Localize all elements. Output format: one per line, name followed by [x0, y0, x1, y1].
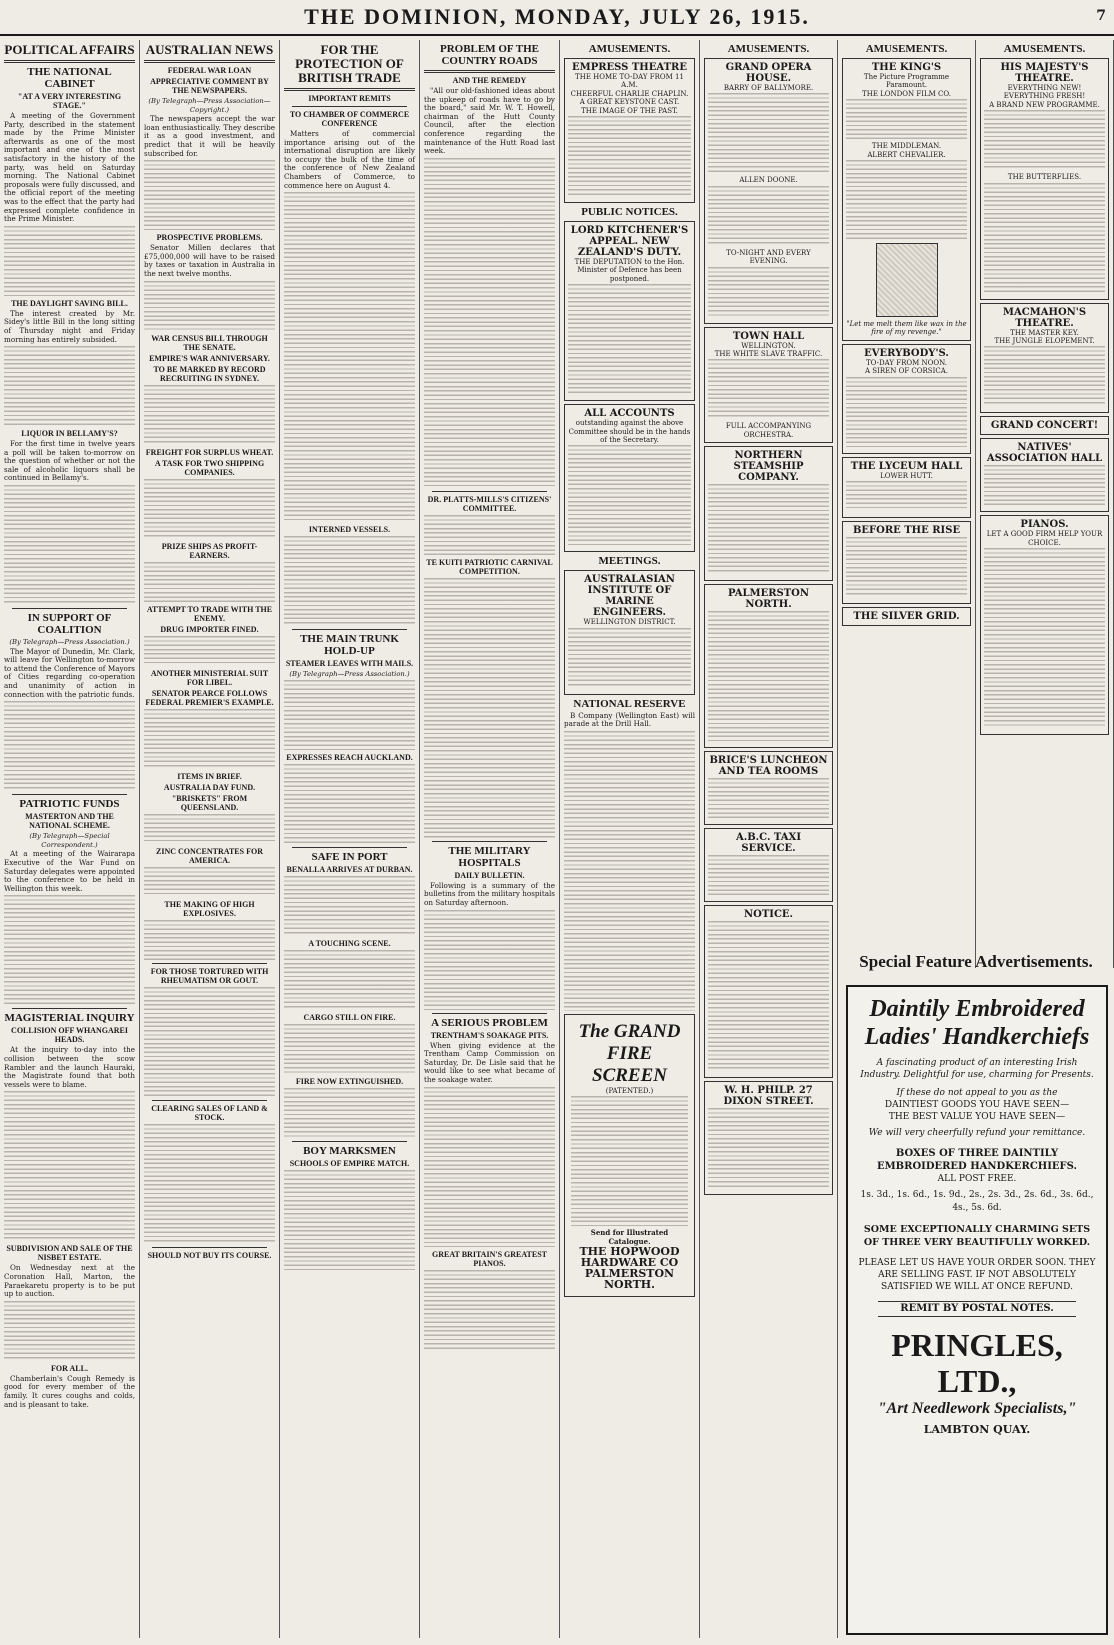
notice-line: THE DEPUTATION to the Hon. Minister of Defence has been postponed. [574, 258, 685, 283]
advert-line: We will very cheerfully refund your remittance. [868, 1128, 1086, 1138]
article-paragraph: At a meeting of the Wairarapa Executive of the War Fund on Saturday delegates were appointed to the conference to be held in Wellington this week. [4, 849, 135, 893]
section-title: AMUSEMENTS. [588, 43, 671, 55]
article-paragraph: When giving evidence at the Trentham Camp Commission on Saturday, Dr. De Lisle said that he would like to see what became of the soakage water. [424, 1040, 555, 1084]
divider [12, 608, 127, 609]
notice-title: AUSTRALASIAN INSTITUTE OF MARINE ENGINEERS. [584, 574, 675, 619]
headline-national-cabinet: THE NATIONAL CABINET [27, 66, 112, 90]
article-paragraph: Following is a summary of the bulletins from the military hospitals on Saturday afternoon. [424, 880, 555, 907]
subhead: EXPRESSES REACH AUCKLAND. [286, 752, 413, 762]
advert-firm-name: PRINGLES, LTD., [891, 1327, 1063, 1399]
advert-line: FULL ACCOMPANYING ORCHESTRA. [725, 422, 812, 439]
divider [292, 1141, 407, 1142]
advert-title: BRICE'S LUNCHEON AND TEA ROOMS [709, 755, 828, 778]
subhead: EMPIRE'S WAR ANNIVERSARY. [149, 353, 270, 363]
subhead: TO BE MARKED BY RECORD RECRUITING IN SYDNEY. [153, 364, 266, 383]
divider [4, 60, 135, 63]
column-political [0, 40, 140, 1638]
article-paragraph: At the inquiry to-day into the collision between the scow Rambler and the launch Hauraki, the Magistrate found that both vessels were to blame. [4, 1045, 135, 1089]
headline-british-trade: FOR THE PROTECTION OF BRITISH TRADE [295, 42, 404, 85]
byline: (By Telegraph—Press Association—Copyright.) [148, 97, 271, 114]
body-text-filler [984, 548, 1105, 728]
advert-line: THE MASTER KEY. [1010, 328, 1079, 337]
masthead [0, 0, 1114, 36]
body-text-filler [568, 284, 691, 394]
column-country-roads [420, 40, 560, 1638]
advert-line: REMIT BY POSTAL NOTES. [878, 1301, 1076, 1317]
body-text-filler [708, 611, 829, 741]
advert-line: TO-NIGHT AND EVERY EVENING. [726, 248, 811, 266]
subhead: DRUG IMPORTER FINED. [160, 624, 259, 634]
subhead: AND THE REMEDY [452, 76, 527, 85]
subhead: SENATOR PEARCE FOLLOWS FEDERAL PREMIER'S EXAMPLE. [145, 688, 274, 707]
advert-line: ALBERT CHEVALIER. [867, 150, 946, 159]
body-text-filler [4, 485, 135, 605]
advert-palmerston [704, 584, 833, 748]
advert-prices: 1s. 3d., 1s. 6d., 1s. 9d., 2s., 2s. 3d., 2s. 6d., 3s. 6d., 4s., 5s. 6d. [860, 1190, 1094, 1213]
article-paragraph: The interest created by Mr. Sidey's little Bill in the long sitting of Thursday night and Friday morning has entirely subsided. [4, 308, 135, 344]
advert-lyceum [842, 457, 971, 518]
subhead: SUBDIVISION AND SALE OF THE NISBET ESTATE. [6, 1244, 133, 1263]
subhead: DR. PLATTS-MILLS'S CITIZENS' COMMITTEE. [427, 494, 552, 513]
advert-title: HIS MAJESTY'S THEATRE. [1000, 62, 1089, 84]
body-text-filler [284, 192, 415, 522]
advert-title: BEFORE THE RISE [852, 525, 961, 537]
column-amusements-2 [700, 40, 838, 1638]
notice-accounts [564, 404, 695, 552]
body-text-filler [144, 636, 275, 666]
column-australian-news [140, 40, 280, 1638]
masthead-title: THE DOMINION, MONDAY, JULY 26, 1915. [304, 4, 810, 29]
body-text-filler [144, 814, 275, 844]
article-paragraph: Chamberlain's Cough Remedy is good for every member of the family. It cures coughs and colds, and is pleasant to take. [4, 1373, 135, 1409]
subhead: FIRE NOW EXTINGUISHED. [295, 1076, 404, 1086]
advert-line: THE IMAGE OF THE PAST. [581, 106, 678, 115]
body-text-filler [424, 1270, 555, 1350]
divider [144, 60, 275, 63]
advert-before-the-rise [842, 521, 971, 604]
body-text-filler [708, 855, 829, 895]
advert-line: The Picture Programme Paramount. [863, 73, 950, 90]
column-amusements-1 [560, 40, 700, 1638]
headline-patriotic-funds: PATRIOTIC FUNDS [19, 798, 120, 811]
subhead: IMPORTANT REMITS [308, 94, 391, 103]
advert-natives-hall [980, 438, 1109, 512]
advert-brices [704, 751, 833, 825]
notice-title: ALL ACCOUNTS [584, 408, 675, 420]
body-text-filler [568, 628, 691, 688]
column-british-trade [280, 40, 420, 1638]
body-text-filler [568, 445, 691, 545]
advert-his-majestys [980, 58, 1109, 300]
divider [12, 1008, 127, 1009]
subhead: ATTEMPT TO TRADE WITH THE ENEMY. [146, 604, 273, 623]
advert-title: TOWN HALL [732, 330, 805, 342]
advert-title-line1: Daintily Embroidered [869, 996, 1085, 1022]
subhead: SCHOOLS OF EMPIRE MATCH. [289, 1158, 410, 1168]
actor-portrait [876, 243, 938, 317]
advert-line: EVERYTHING NEW! EVERYTHING FRESH! [1003, 84, 1086, 101]
advert-everybodys [842, 344, 971, 454]
notice-title: LORD KITCHENER'S APPEAL. NEW ZEALAND'S DUTY. [570, 225, 689, 259]
body-text-filler [144, 1124, 275, 1244]
body-text-filler [4, 1301, 135, 1361]
advert-line: SOME EXCEPTIONALLY CHARMING SETS OF THREE VERY BEAUTIFULLY WORKED. [863, 1224, 1091, 1248]
advert-firm-address: LAMBTON QUAY. [923, 1423, 1031, 1436]
advert-silver-grid [842, 607, 971, 626]
body-text-filler [144, 709, 275, 769]
divider [292, 106, 407, 107]
advert-line: A SIREN OF CORSICA. [865, 367, 948, 376]
advert-pianos [980, 515, 1109, 735]
subhead: FOR THOSE TORTURED WITH RHEUMATISM OR GOUT. [150, 966, 269, 985]
byline: (By Telegraph—Press Association.) [289, 670, 410, 679]
advert-title: A.B.C. TAXI SERVICE. [735, 832, 801, 855]
body-text-filler [284, 680, 415, 750]
notice-kitchener [564, 221, 695, 401]
body-text-filler [564, 731, 695, 1011]
body-text-filler [846, 160, 967, 240]
advert-firm: THE HOPWOOD HARDWARE CO PALMERSTON NORTH. [579, 1245, 680, 1292]
advert-line: THE JUNGLE ELOPEMENT. [994, 337, 1095, 346]
article-paragraph: The newspapers accept the war loan enthusiastically. They describe it as a good investment, and predict that it will be heavily subscribed for. [144, 114, 275, 158]
advert-line: ALL POST FREE. [937, 1174, 1017, 1184]
advert-title: THE SILVER GRID. [853, 611, 960, 623]
body-text-filler [846, 99, 967, 139]
advert-line: ALLEN DOONE. [739, 176, 798, 185]
headline-boy-marksmen: BOY MARKSMEN [303, 1144, 396, 1157]
body-text-filler [144, 867, 275, 897]
advert-title: GRAND CONCERT! [990, 420, 1099, 432]
advert-line: THE LONDON FILM CO. [862, 89, 951, 98]
column-amusements-4 [976, 40, 1114, 968]
subhead: A TASK FOR TWO SHIPPING COMPANIES. [154, 458, 265, 477]
subhead: GREAT BRITAIN'S GREATEST PIANOS. [432, 1249, 547, 1268]
body-text-filler [984, 465, 1105, 505]
subhead: CARGO STILL ON FIRE. [303, 1012, 396, 1022]
advert-title: PIANOS. [1020, 519, 1069, 531]
body-text-filler [4, 226, 135, 296]
advert-line: If these do not appeal to you as the [896, 1088, 1058, 1098]
article-paragraph: A meeting of the Government Party, described in the statement made by the Prime Minister afterwards as one of the most important and one of the most satisfactory in the history of the party, was held on Saturday morning. The National Cabinet proposals were fully discussed, and the official report of the meeting was to the effect that the party had expressed complete confidence in the Prime Minister. [4, 111, 135, 224]
subhead: FEDERAL WAR LOAN [167, 66, 252, 75]
section-title: AMUSEMENTS. [865, 43, 948, 55]
subhead: ZINC CONCENTRATES FOR AMERICA. [156, 846, 263, 865]
advert-title: NATIVES' ASSOCIATION HALL [986, 442, 1103, 465]
advert-town-hall [704, 327, 833, 444]
body-text-filler [4, 346, 135, 426]
subhead: INTERNED VESSELS. [308, 525, 391, 535]
headline-country-roads: PROBLEM OF THE COUNTRY ROADS [439, 43, 539, 67]
divider [284, 88, 415, 91]
divider [292, 847, 407, 848]
divider [12, 794, 127, 795]
subhead: FOR ALL. [51, 1363, 88, 1373]
body-text-filler [144, 479, 275, 539]
advert-line: LET A GOOD FIRM HELP YOUR CHOICE. [986, 530, 1103, 547]
advert-line: THE BEST VALUE YOU HAVE SEEN— [888, 1112, 1066, 1122]
advert-title: EMPRESS THEATRE [572, 62, 687, 73]
subhead: LIQUOR IN BELLAMY'S? [21, 429, 118, 439]
subhead: TE KUITI PATRIOTIC CARNIVAL COMPETITION. [426, 557, 553, 576]
body-text-filler [984, 183, 1105, 293]
notice-line: B Company (Wellington East) will parade at the Drill Hall. [564, 710, 695, 729]
subhead: SHOULD NOT BUY ITS COURSE. [147, 1250, 272, 1260]
subhead: THE MAKING OF HIGH EXPLOSIVES. [164, 899, 255, 918]
section-title: PUBLIC NOTICES. [581, 206, 678, 219]
headline-military-hospitals: THE MILITARY HOSPITALS [448, 844, 531, 869]
advert-line: A GREAT KEYSTONE CAST. [579, 98, 680, 107]
body-text-filler [846, 537, 967, 597]
advert-grand-concert [980, 416, 1109, 435]
advert-title-line2: Ladies' Handkerchiefs [864, 1024, 1090, 1050]
subhead: ANOTHER MINISTERIAL SUIT FOR LIBEL. [150, 668, 269, 687]
body-text-filler [571, 1096, 688, 1226]
body-text-filler [4, 701, 135, 791]
body-text-filler [424, 158, 555, 488]
subhead: PRIZE SHIPS AS PROFIT-EARNERS. [161, 541, 258, 560]
divider [152, 963, 267, 964]
advert-fire-screen [564, 1014, 695, 1297]
subhead: ITEMS IN BRIEF. [177, 771, 242, 781]
advert-grand-opera-house [704, 58, 833, 324]
body-text-filler [144, 385, 275, 445]
body-text-filler [708, 484, 829, 574]
body-text-filler [708, 359, 829, 419]
advert-line: CHEERFUL CHARLIE CHAPLIN. [570, 89, 689, 98]
advert-title: The GRAND FIRE SCREEN [578, 1021, 681, 1087]
body-text-filler [284, 1170, 415, 1270]
subhead: TRENTHAM'S SOAKAGE PITS. [430, 1030, 549, 1040]
body-text-filler [144, 160, 275, 230]
divider [432, 1013, 547, 1014]
subhead: COLLISION OFF WHANGAREI HEADS. [11, 1026, 128, 1045]
divider [432, 841, 547, 842]
advert-line: BOXES OF THREE DAINTILY EMBROIDERED HANDKERCHIEFS. [876, 1148, 1078, 1172]
advert-line: LOWER HUTT. [880, 471, 933, 480]
subhead: AUSTRALIA DAY FUND. [163, 782, 256, 792]
byline: (By Telegraph—Press Association.) [9, 638, 130, 647]
advert-title: EVERYBODY'S. [864, 347, 949, 359]
body-text-filler [4, 1091, 135, 1241]
divider [424, 70, 555, 73]
body-text-filler [708, 1108, 829, 1188]
article-paragraph: The Mayor of Dunedin, Mr. Clark, will leave for Wellington to-morrow to attend the Conference of Mayors of Cities regarding co-operation and unanimity of action in connection with the patriotic funds. [4, 646, 135, 699]
subhead: CLEARING SALES OF LAND & STOCK. [151, 1103, 268, 1122]
subhead: WAR CENSUS BILL THROUGH THE SENATE. [151, 333, 268, 352]
advert-philp [704, 1081, 833, 1195]
body-text-filler [4, 895, 135, 1005]
notice-marine-engineers [564, 570, 695, 694]
advert-handkerchiefs [846, 985, 1108, 1635]
advert-intro: A fascinating product of an interesting Irish Industry. Delightful for use, charming for Presents. [860, 1058, 1094, 1080]
body-text-filler [424, 910, 555, 1010]
section-title: AMUSEMENTS. [727, 43, 810, 55]
body-text-filler [424, 578, 555, 838]
advert-firm-tagline: "Art Needlework Specialists," [877, 1400, 1077, 1417]
headline-serious-problem: A SERIOUS PROBLEM [431, 1016, 548, 1029]
advert-line: Send for Illustrated Catalogue. [590, 1228, 669, 1246]
body-text-filler [424, 515, 555, 555]
body-text-filler [284, 876, 415, 936]
subhead: STEAMER LEAVES WITH MAILS. [285, 659, 414, 669]
advert-title: PALMERSTON NORTH. [727, 588, 810, 611]
advert-line: THE WHITE SLAVE TRAFFIC. [714, 350, 823, 359]
body-text-filler [708, 267, 829, 317]
body-text-filler [708, 778, 829, 818]
advert-notice [704, 905, 833, 1078]
advert-line: PLEASE LET US HAVE YOUR ORDER SOON. THEY ARE SELLING FAST. IF NOT ABSOLUTELY SATISFIED WE WILL AT ONCE REFUND. [858, 1258, 1096, 1292]
body-text-filler [284, 950, 415, 1010]
headline-magisterial-inquiry: MAGISTERIAL INQUIRY [4, 1012, 135, 1025]
advert-title: NOTICE. [743, 909, 794, 921]
advert-empress [564, 58, 695, 203]
section-title: AMUSEMENTS. [1003, 43, 1086, 55]
subhead: APPRECIATIVE COMMENT BY THE NEWSPAPERS. [150, 77, 269, 95]
portrait-caption: "Let me melt them like wax in the fire of my revenge." [846, 320, 967, 337]
column-amusements-3 [838, 40, 976, 968]
advert-line: (PATENTED.) [605, 1087, 654, 1096]
subhead: DAILY BULLETIN. [454, 870, 525, 880]
headline-coalition: IN SUPPORT OF COALITION [27, 612, 112, 637]
article-paragraph: Senator Millen declares that £75,000,000 will have to be raised by taxes or taxation in Australia in the next twelve months. [144, 243, 275, 278]
advert-title: NORTHERN STEAMSHIP COMPANY. [733, 450, 804, 484]
body-text-filler [708, 93, 829, 173]
advert-line: A BRAND NEW PROGRAMME. [989, 100, 1100, 109]
subhead: MASTERTON AND THE NATIONAL SCHEME. [25, 812, 114, 831]
section-title: MEETINGS. [598, 555, 661, 568]
advert-taxi [704, 828, 833, 902]
notice-line: outstanding against the above Committee should be in the hands of the Secretary. [568, 419, 691, 445]
body-text-filler [284, 1024, 415, 1074]
body-text-filler [284, 764, 415, 844]
advert-steamship [704, 446, 833, 581]
divider [292, 629, 407, 630]
subhead: FREIGHT FOR SURPLUS WHEAT. [145, 447, 274, 457]
body-text-filler [708, 186, 829, 246]
body-text-filler [144, 920, 275, 960]
headline-political-affairs: POLITICAL AFFAIRS [4, 42, 135, 57]
body-text-filler [144, 562, 275, 602]
advert-line: THE BUTTERFLIES. [1007, 173, 1082, 182]
article-paragraph: For the first time in twelve years a poll will be taken to-morrow on the question of whether or not the sale of alcoholic liquors shall be continued in Bellamy's. [4, 439, 135, 483]
divider [152, 1100, 267, 1101]
advert-title: THE LYCEUM HALL [850, 460, 963, 472]
subhead: "BRISKETS" FROM QUEENSLAND. [171, 793, 248, 812]
article-paragraph: Matters of commercial importance arising out of the international disruption are likely to occupy the bulk of the time of the conference of New Zealand Chambers of Commerce, to commence here on August 4. [284, 129, 415, 190]
divider [432, 491, 547, 492]
body-text-filler [846, 481, 967, 511]
body-text-filler [846, 377, 967, 447]
advert-line: THE HOME TO-DAY FROM 11 A.M. [575, 73, 684, 90]
body-text-filler [144, 281, 275, 331]
advert-title: W. H. PHILP. 27 DIXON STREET. [723, 1085, 814, 1108]
body-text-filler [284, 536, 415, 626]
headline-australian-news: AUSTRALIAN NEWS [145, 42, 274, 57]
advert-line: DAINTIEST GOODS YOU HAVE SEEN— [884, 1100, 1070, 1110]
body-text-filler [984, 110, 1105, 170]
advert-title: MACMAHON'S THEATRE. [1002, 306, 1087, 329]
body-text-filler [568, 116, 691, 196]
section-title: NATIONAL RESERVE [573, 697, 686, 710]
advert-line: BARRY OF BALLYMORE. [723, 84, 814, 92]
body-text-filler [144, 987, 275, 1097]
subhead: TO CHAMBER OF COMMERCE CONFERENCE [289, 110, 410, 128]
byline: (By Telegraph—Special Correspondent.) [29, 832, 110, 849]
headline-main-trunk: THE MAIN TRUNK HOLD-UP [300, 633, 399, 658]
article-paragraph: "All our old-fashioned ideas about the upkeep of roads have to go by the board," said Mr. W. T. Howell, chairman of the Hutt County Council, after the election conference regarding the maintenance of the Hutt Road last week. [424, 86, 555, 156]
body-text-filler [984, 346, 1105, 406]
body-text-filler [284, 1088, 415, 1138]
advert-kings [842, 58, 971, 341]
body-text-filler [708, 921, 829, 1071]
divider [152, 1247, 267, 1248]
notice-line: WELLINGTON DISTRICT. [583, 618, 676, 627]
advert-macmahons [980, 303, 1109, 414]
page-number: 7 [1096, 8, 1106, 24]
body-text-filler [424, 1087, 555, 1247]
special-feature-header: Special Feature Advertisements. [859, 952, 1093, 971]
advert-title: GRAND OPERA HOUSE. [725, 62, 812, 84]
headline-safe-in-port: SAFE IN PORT [311, 850, 388, 863]
advert-line: THE MIDDLEMAN. [871, 142, 942, 151]
advert-line: TO-DAY FROM NOON. [865, 358, 948, 367]
advert-title: THE KING'S [871, 62, 942, 73]
article-paragraph: On Wednesday next at the Coronation Hall, Marton, the Paraekaretu property is to be put up to auction. [4, 1263, 135, 1299]
advert-line: WELLINGTON. [741, 341, 796, 350]
subhead: "AT A VERY INTERESTING STAGE." [17, 92, 122, 110]
subhead: A TOUCHING SCENE. [308, 938, 391, 948]
subhead: THE DAYLIGHT SAVING BILL. [11, 298, 128, 308]
subhead: BENALLA ARRIVES AT DURBAN. [286, 864, 413, 874]
subhead: PROSPECTIVE PROBLEMS. [156, 233, 263, 243]
